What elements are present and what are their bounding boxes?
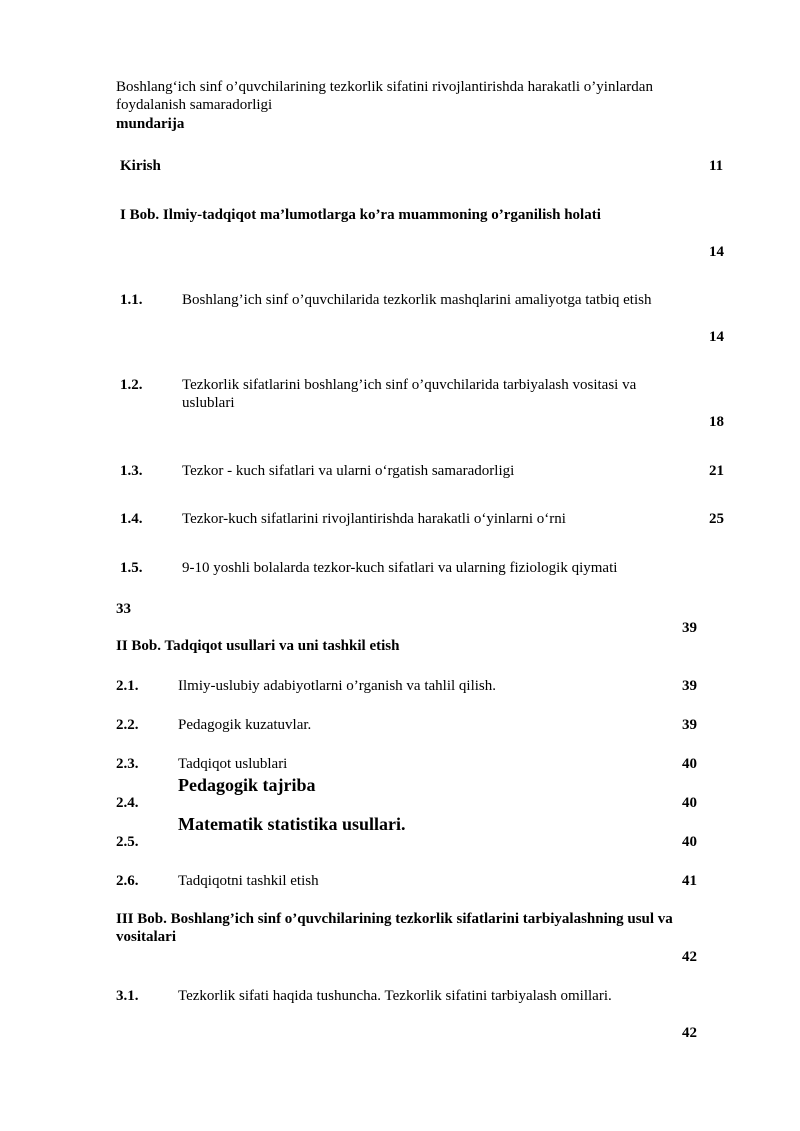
toc-2-3-label: Tadqiqot uslublari	[178, 756, 288, 772]
document-subtitle: mundarija	[116, 116, 185, 132]
toc-bob3-label: III Bob. Boshlang’ich sinf o’quvchilarining tezkorlik sifatlarini tarbiyalashning usul va vositalari	[116, 911, 673, 945]
toc-3-1-label: Tezkorlik sifati haqida tushuncha. Tezkorlik sifatini tarbiyalash omillari.	[178, 988, 612, 1004]
toc-2-4-label: Pedagogik tajriba	[178, 775, 316, 795]
toc-1-4-page: 25	[709, 511, 724, 527]
toc-kirish-page: 11	[709, 158, 724, 174]
toc-2-6-page: 41	[682, 873, 697, 889]
toc-1-3-label: Tezkor - kuch sifatlari va ularni o‘rgatish samaradorligi	[182, 463, 515, 479]
toc-1-1-number: 1.1.	[120, 292, 143, 308]
toc-2-1-number: 2.1.	[116, 678, 139, 694]
toc-1-4-number: 1.4.	[120, 511, 143, 527]
toc-bob1-page: 14	[709, 244, 724, 260]
toc-3-1-page: 42	[682, 1025, 697, 1041]
toc-2-6-number: 2.6.	[116, 873, 139, 889]
toc-bob1-label: I Bob. Ilmiy-tadqiqot ma’lumotlarga ko’ra muammoning o’rganilish holati	[120, 207, 601, 223]
toc-1-5-number: 1.5.	[120, 560, 143, 576]
toc-2-5-number: 2.5.	[116, 834, 139, 850]
toc-1-3-number: 1.3.	[120, 463, 143, 479]
toc-1-5-page: 33	[116, 601, 131, 617]
toc-2-5-page: 40	[682, 834, 697, 850]
toc-2-2-label: Pedagogik kuzatuvlar.	[178, 717, 312, 733]
toc-1-2-number: 1.2.	[120, 377, 143, 393]
document-title: Boshlang‘ich sinf o’quvchilarining tezkorlik sifatini rivojlantirishda harakatli o’yinlardan foydalanish samaradorligi	[116, 79, 653, 113]
toc-bob3-page: 42	[682, 949, 697, 965]
toc-kirish-label: Kirish	[120, 158, 161, 174]
toc-2-3-page: 40	[682, 756, 697, 772]
toc-2-1-label: Ilmiy-uslubiy adabiyotlarni o’rganish va tahlil qilish.	[178, 678, 497, 694]
toc-2-4-page: 40	[682, 795, 697, 811]
toc-1-1-page: 14	[709, 329, 724, 345]
toc-bob2-label: II Bob. Tadqiqot usullari va uni tashkil etish	[116, 638, 400, 654]
toc-1-2-label: Tezkorlik sifatlarini boshlang’ich sinf o’quvchilarida tarbiyalash vositasi va uslublari	[182, 377, 637, 411]
toc-2-2-number: 2.2.	[116, 717, 139, 733]
toc-1-1-label: Boshlang’ich sinf o’quvchilarida tezkorlik mashqlarini amaliyotga tatbiq etish	[182, 292, 652, 308]
toc-bob2-page: 39	[682, 620, 697, 636]
toc-1-3-page: 21	[709, 463, 724, 479]
toc-2-4-number: 2.4.	[116, 795, 139, 811]
toc-2-2-page: 39	[682, 717, 697, 733]
toc-2-5-label: Matematik statistika usullari.	[178, 814, 406, 834]
toc-1-4-label: Tezkor-kuch sifatlarini rivojlantirishda harakatli o‘yinlarni o‘rni	[182, 511, 566, 527]
toc-3-1-number: 3.1.	[116, 988, 139, 1004]
toc-1-2-page: 18	[709, 414, 724, 430]
toc-2-6-label: Tadqiqotni tashkil etish	[178, 873, 319, 889]
toc-2-1-page: 39	[682, 678, 697, 694]
toc-2-3-number: 2.3.	[116, 756, 139, 772]
toc-1-5-label: 9-10 yoshli bolalarda tezkor-kuch sifatlari va ularning fiziologik qiymati	[182, 560, 618, 576]
